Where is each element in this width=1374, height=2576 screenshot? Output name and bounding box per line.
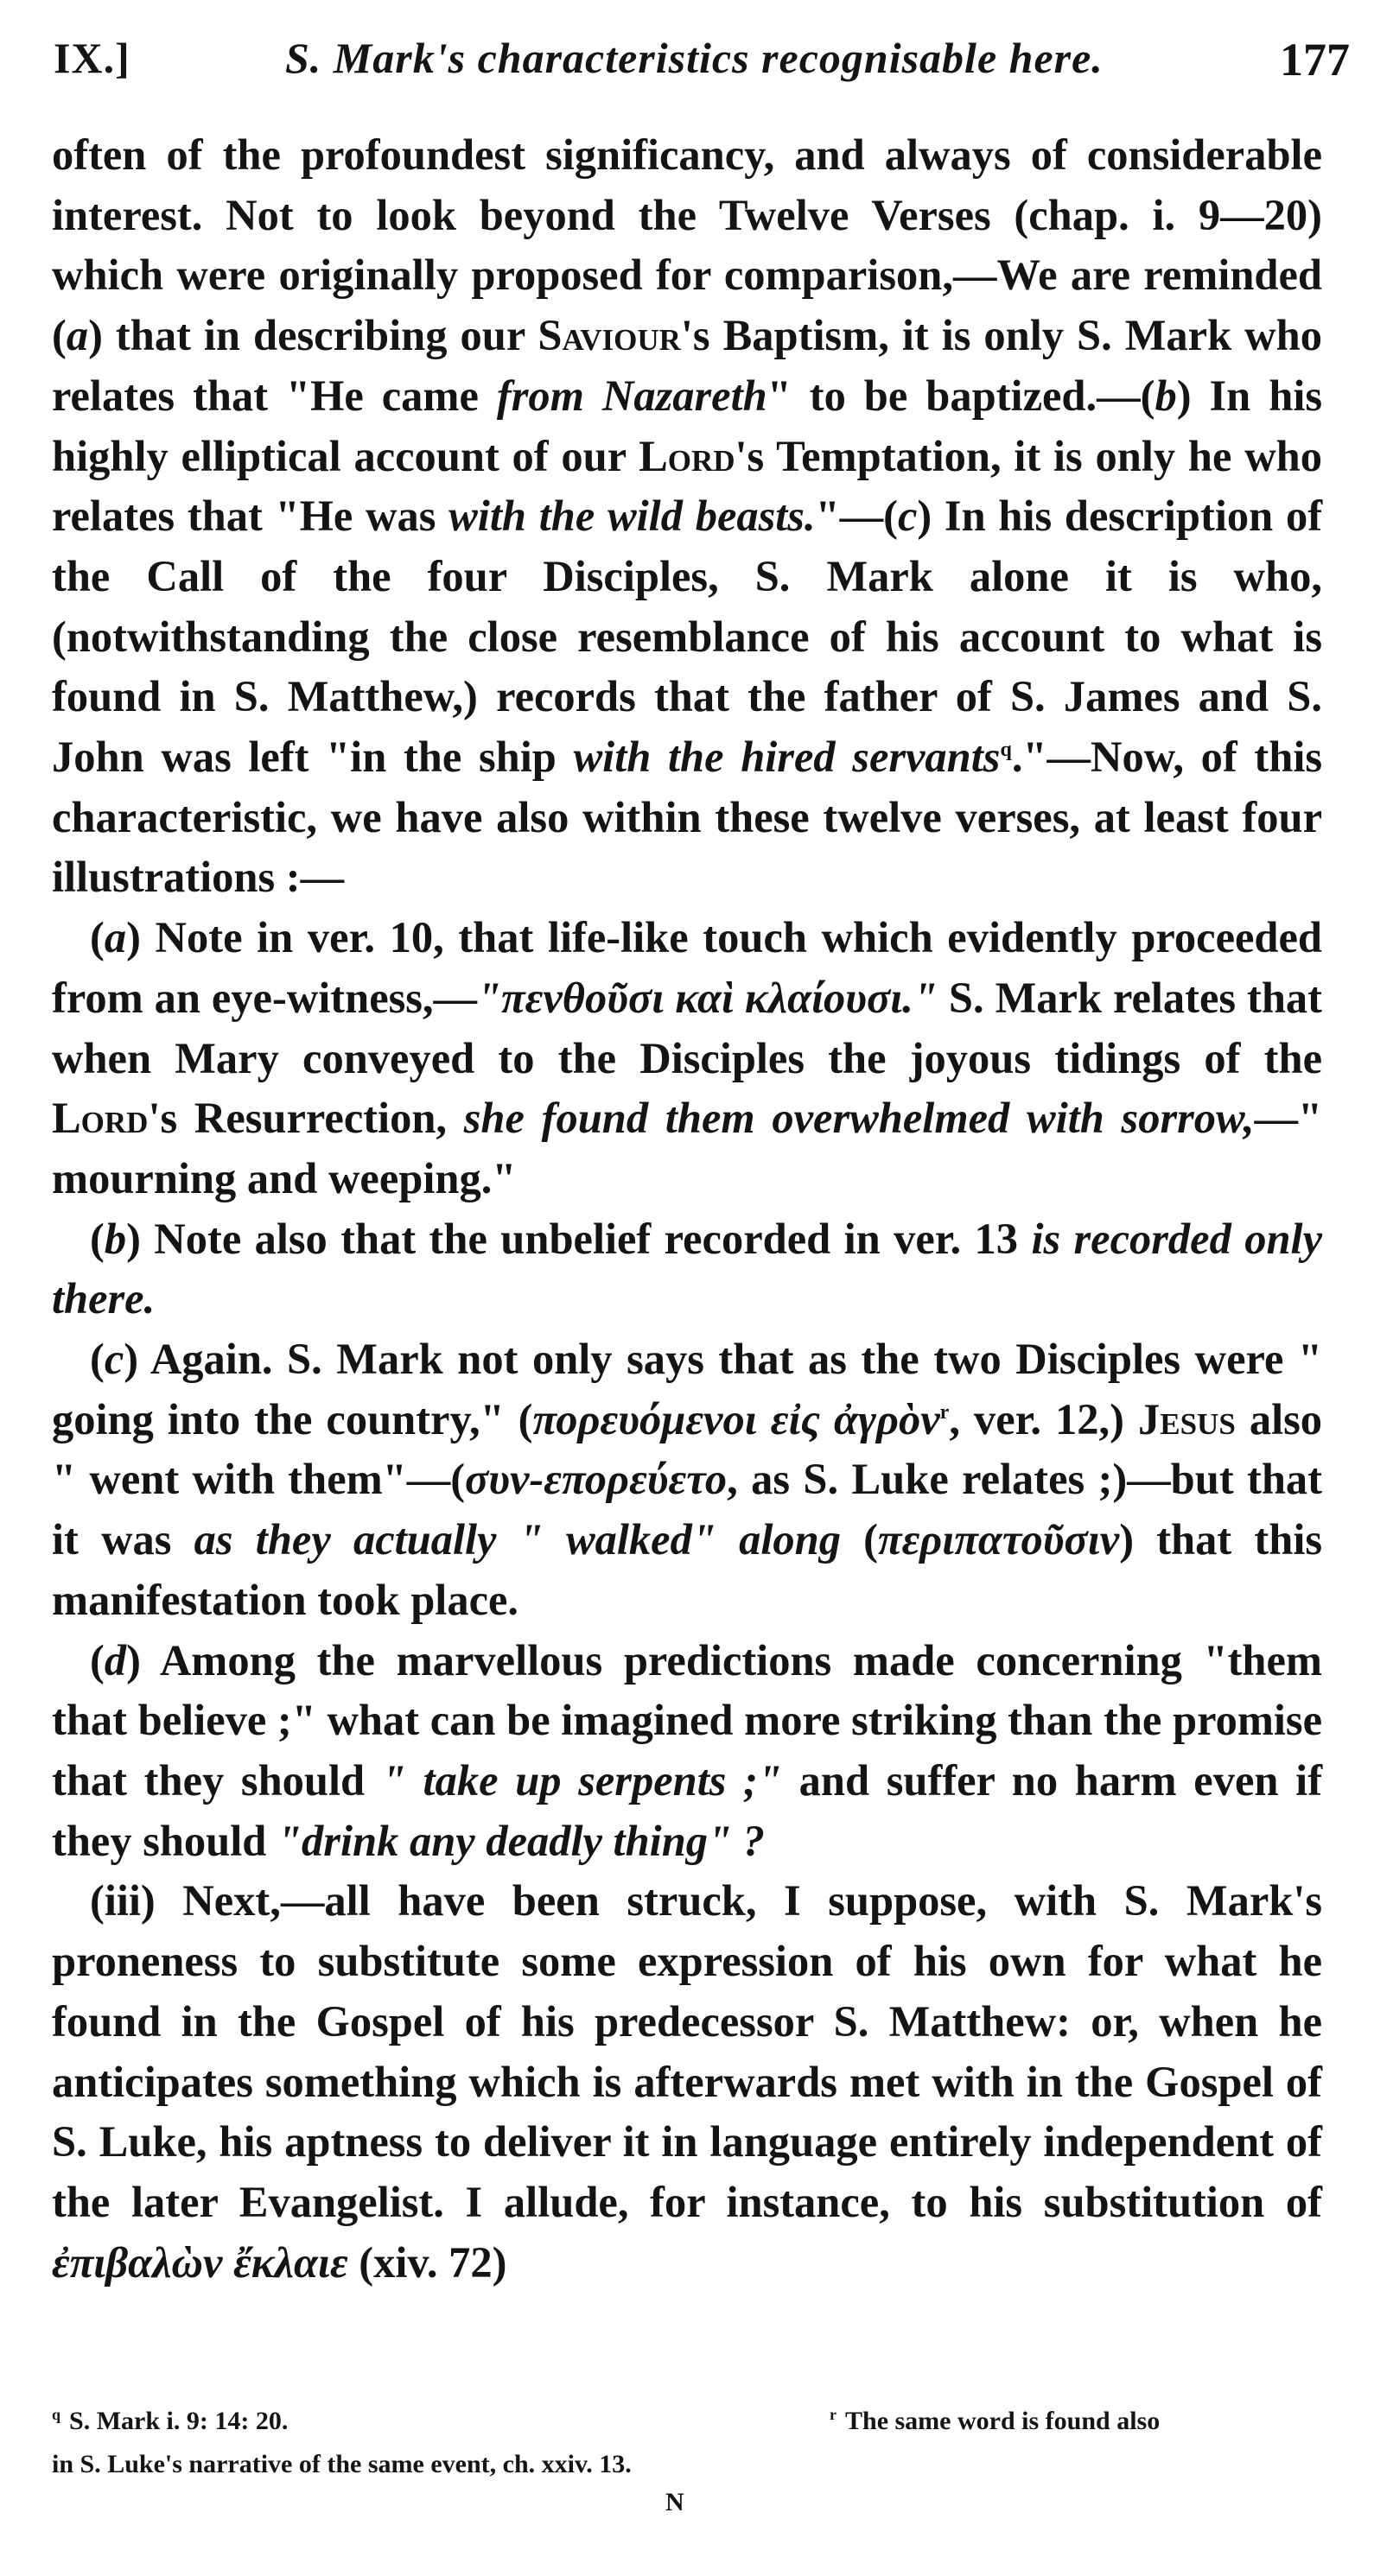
paragraph-2: (a) Note in ver. 10, that life-like touch which evidently proceeded from an eye-witness,—"πενθοῦσι καὶ κλαίουσι." S. Mark relates that when Mary conveyed to the Disciples the joyous tidings of the Lord's Resurrection, she found them overwhelmed with sorrow,—" mourning and weeping." xyxy=(52,913,1322,1202)
greek-phrase: "πενθοῦσι καὶ κλαίουσι." xyxy=(477,973,938,1022)
small-caps-jesus: Jesus xyxy=(1138,1394,1236,1443)
footnote-ref-r[interactable]: r xyxy=(939,1400,950,1424)
page-number: 177 xyxy=(1280,34,1350,86)
paragraph-6: (iii) Next,—all have been struck, I suppose, with S. Mark's proneness to substitute some expression of his own for what he found in the Gospel of his predecessor S. Matthew: or, when he anticipates something which is afterwards met with in the Gospel of S. Luke, his aptness to deliver it in language entirely independent of the later Evangelist. I allude, for instance, to his substitution of ἐπιβαλὼν ἔκλαιε (xiv. 72) xyxy=(52,1876,1322,2287)
footnote-mark-q: q xyxy=(52,2406,61,2423)
page-body xyxy=(52,125,1322,2293)
small-caps-lord: Lord xyxy=(639,431,735,480)
greek-phrase: συν-επορεύετο xyxy=(465,1455,728,1504)
chapter-section-label: IX.] xyxy=(54,34,130,82)
footnote-line xyxy=(52,2443,1327,2486)
footnote-ref-q[interactable]: q xyxy=(1000,739,1012,762)
paragraph-4: (c) Again. S. Mark not only says that as the two Disciples were " going into the country," (πορευόμενοι εἰς ἀγρὸν$^r$, ver. 12,) Jesus also " went with them"—(συν-επορεύετο, as S. Luke relates ;)—but that it was as they actually " walked" along (περιπατοῦσιν) that this manifestation took place. xyxy=(52,1335,1323,1624)
greek-phrase: ἐπιβαλὼν ἔκλαιε xyxy=(52,2237,348,2287)
signature-mark: N xyxy=(665,2488,684,2516)
footnote-r-text: The same word is found also xyxy=(845,2407,1161,2435)
footnote-q-text: S. Mark i. 9: 14: 20. xyxy=(69,2407,289,2435)
footnote-q xyxy=(52,2400,288,2443)
paragraph-5: (d) Among the marvellous predictions made concerning "them that believe ;" what can be imagined more striking than the promise that they should " take up serpents ;" and suffer no harm even if they should "drink any deadly thing" ? xyxy=(52,1635,1323,1865)
footnotes xyxy=(52,2400,1327,2486)
greek-phrase: περιπατοῦσιν xyxy=(878,1515,1120,1564)
running-title: S. Mark's characteristics recognisable here. xyxy=(285,34,1104,82)
greek-phrase: πορευόμενοι εἰς ἀγρὸν xyxy=(532,1394,940,1443)
small-caps-lord: Lord xyxy=(52,1094,149,1143)
small-caps-saviour: Saviour xyxy=(538,311,681,360)
paragraph-1: often of the profoundest significancy, and always of considerable interest. Not to look beyond the Twelve Verses (chap. i. 9—20) which were originally proposed for comparison,—We are reminded (a) that in describing our Saviour's Baptism, it is only S. Mark who relates that "He came from Nazareth" to be baptized.—(b) In his highly elliptical account of our Lord's Temptation, it is only he who relates that "He was with the wild beasts."—(c) In his description of the Call of the four Disciples, S. Mark alone it is who, (notwithstanding the close resemblance of his account to what is found in S. Matthew,) records that the father of S. James and S. John was left "in the ship with the hired servants$^q$."—Now, of this characteristic, we have also within these twelve verses, at least four illustrations :— xyxy=(52,130,1323,902)
footnote-mark-r: r xyxy=(830,2406,836,2423)
footnote-line xyxy=(52,2400,1327,2443)
footnote-r-continued: in S. Luke's narrative of the same event, ch. xxiv. 13. xyxy=(52,2450,632,2478)
running-header xyxy=(54,33,1350,93)
footnote-r xyxy=(830,2400,1160,2443)
paragraph-3: (b) Note also that the unbelief recorded in ver. 13 is recorded only there. xyxy=(52,1214,1322,1323)
